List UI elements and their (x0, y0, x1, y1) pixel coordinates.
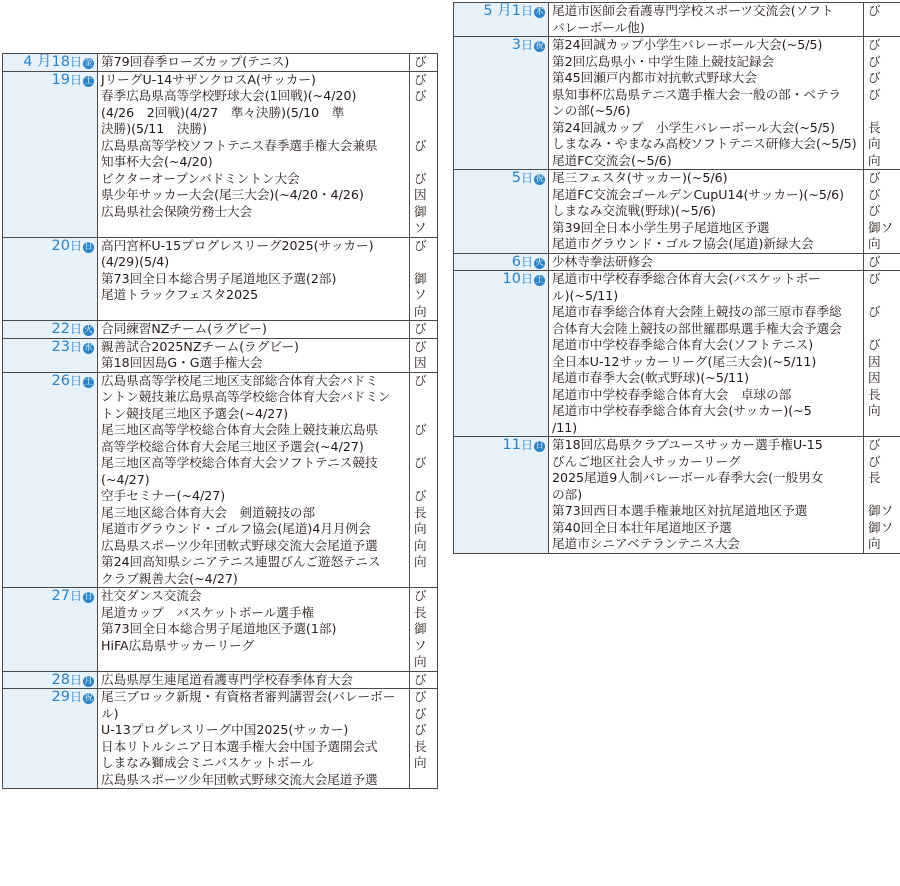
event-line: 第2回広島県小・中学生陸上競技記録会 (552, 53, 775, 69)
venue-line: び (868, 304, 881, 319)
event-line: (4/29)(5/4) (101, 254, 170, 269)
schedule-row (454, 437, 900, 554)
day-number: 28 (51, 671, 70, 688)
event-line: 空手セミナー(~4/27) (101, 488, 226, 503)
venue-line: び (414, 321, 427, 336)
venue-line: び (868, 186, 881, 202)
venues-cell (864, 37, 900, 170)
event-line: の部) (552, 486, 583, 502)
event-line: 尾道市中学校春季総合体育大会 卓球の部 (552, 386, 792, 402)
event-line: 親善試合2025NZチーム(ラグビー) (101, 338, 299, 354)
month-label: 4 月 (23, 54, 52, 70)
weekday-badge: 日 (84, 592, 93, 602)
event-line: 春季広島県高等学校野球大会(1回戦)(~4/20) (101, 88, 357, 103)
venue-line: び (868, 337, 881, 352)
event-line: 尾道市中学校春季総合体育大会(ソフトテニス) (552, 337, 814, 352)
day-number: 29 (51, 689, 70, 705)
venue-line: び (414, 88, 427, 103)
venue-line: 長 (868, 386, 881, 402)
date-cell (3, 588, 98, 672)
venues-cell (864, 170, 900, 254)
venues-cell (410, 671, 438, 689)
weekday-badge: 祝 (535, 174, 544, 184)
event-line: /11) (552, 419, 578, 435)
venue-line: 因 (868, 353, 881, 369)
venue-line (868, 420, 900, 437)
venue-line (414, 472, 437, 489)
date-cell (3, 237, 98, 321)
day-number: 26 (51, 372, 70, 389)
day-suffix: 日 (69, 339, 82, 354)
weekday-badge: 火 (535, 257, 544, 268)
event-line: 尾三地区高等学校総合体育大会陸上競技兼広島県 (101, 422, 379, 437)
venue-line: び (414, 671, 427, 687)
schedule-row (3, 671, 438, 689)
day-suffix: 日 (69, 322, 82, 336)
venue-line: 御ソ (868, 519, 894, 535)
venues-cell (410, 237, 438, 321)
date-cell (3, 338, 98, 372)
venue-line (414, 406, 437, 423)
day-number: 3 (511, 37, 521, 53)
events-cell (98, 54, 410, 72)
venue-line: 因 (868, 370, 881, 385)
day-suffix: 日 (520, 171, 533, 185)
venue-line: び (414, 488, 427, 503)
schedule-row (3, 71, 438, 237)
event-line: 尾三地区総合体育大会 剣道競技の部 (101, 504, 316, 520)
day-number: 22 (51, 321, 70, 337)
venue-line (868, 20, 900, 37)
right-schedule-table (453, 2, 900, 554)
venue-line: び (414, 137, 427, 153)
venue-line: び (414, 54, 427, 69)
event-line: しまなみ獅成会ミニバスケットボール (101, 755, 315, 770)
venue-line: 向 (868, 536, 881, 551)
event-line: 尾道トラックフェスタ2025 (101, 287, 259, 302)
event-line: 広島県高等学校尾三地区支部総合体育大会バドミ (101, 372, 378, 388)
event-line: U-13プログレスリーグ中国2025(サッカー) (101, 722, 349, 737)
event-line: 県知事杯広島県テニス選手権大会一般の部・ベテラ (552, 86, 842, 102)
event-line: 2025尾道9人制バレーボール春季大会(一般男女 (552, 470, 824, 485)
day-number: 11 (502, 437, 521, 453)
day-suffix: 日 (69, 690, 82, 704)
date-cell (454, 271, 549, 437)
venue-line (414, 121, 437, 138)
date-cell (3, 689, 98, 789)
venue-line: び (868, 70, 881, 85)
venues-cell (864, 271, 900, 437)
venue-line: び (414, 372, 427, 388)
venue-line (414, 439, 437, 456)
venue-line: 向 (414, 521, 427, 536)
date-cell (3, 671, 98, 689)
schedule-row (3, 588, 438, 672)
venues-cell (410, 338, 438, 372)
date-cell (454, 37, 549, 170)
event-line: 合体育大会陸上競技の部世羅郡県選手権大会予選会 (552, 320, 842, 336)
event-line: 第40回全日本壮年尾道地区予選 (552, 519, 732, 535)
weekday-badge: 金 (84, 58, 93, 68)
event-line: 広島県高等学校ソフトテニス春季選手権大会兼県 (101, 137, 378, 153)
event-line: クラブ親善大会(~4/27) (101, 570, 238, 586)
day-number: 5 (511, 170, 521, 186)
venue-line: び (414, 170, 427, 186)
venue-line: 向 (868, 403, 881, 418)
venues-cell (864, 3, 900, 37)
schedule-row (454, 170, 900, 254)
date-cell (454, 170, 549, 254)
event-line: ントン競技兼広島県高等学校総合体育大会バドミン (101, 389, 391, 404)
venue-line: び (868, 86, 881, 102)
day-suffix: 日 (69, 672, 82, 687)
venue-line: 向 (414, 755, 427, 770)
venue-line: 向 (414, 654, 427, 669)
venue-line (868, 103, 900, 120)
day-number: 6 (511, 253, 521, 270)
events-cell (549, 170, 864, 254)
events-cell (549, 437, 864, 554)
events-cell (549, 3, 864, 37)
event-line: (~4/27) (101, 471, 150, 487)
month-label: 5 月 (483, 3, 512, 19)
event-line: 広島県スポーツ少年団軟式野球交流大会尾道予選 (101, 537, 378, 553)
venue-line: 御ソ (414, 270, 427, 302)
venue-line: び (868, 3, 881, 18)
venue-line: び (868, 253, 881, 269)
schedule-row (3, 689, 438, 789)
venue-line: 御ソ (414, 203, 427, 235)
weekday-badge: 土 (84, 75, 93, 86)
venue-line: 向 (868, 236, 881, 251)
venue-line: 因 (414, 187, 427, 202)
day-number: 23 (51, 338, 70, 355)
day-suffix: 日 (520, 4, 533, 18)
date-cell (454, 3, 549, 37)
venue-line (414, 254, 437, 271)
event-line: 県少年サッカー大会(尾三大会)(~4/20・4/26) (101, 187, 364, 202)
venues-cell (410, 54, 438, 72)
venue-line: 向 (868, 152, 881, 168)
schedule-row (454, 253, 900, 271)
venue-line (414, 105, 437, 122)
venue-line: び (414, 338, 427, 354)
venues-cell (410, 588, 438, 672)
event-line: 尾道市中学校春季総合体育大会(バスケットボー (552, 271, 821, 286)
venues-cell (410, 372, 438, 588)
event-line: しまなみ交流戦(野球)(~5/6) (552, 203, 716, 218)
date-cell (3, 321, 98, 339)
venue-line: び (868, 37, 881, 52)
schedule-row (454, 271, 900, 437)
venue-line: び (868, 271, 881, 286)
weekday-badge: 木 (535, 7, 544, 17)
day-suffix: 日 (69, 238, 82, 253)
day-number: 1 (511, 3, 521, 19)
venue-line: 向 (414, 554, 427, 569)
day-suffix: 日 (520, 438, 533, 452)
event-line: 全日本U-12サッカーリーグ(尾三大会)(~5/11) (552, 353, 817, 369)
venue-line: び (414, 722, 427, 737)
event-line: 尾三ブロック新規・有資格者審判講習会(バレーボール) (101, 689, 396, 721)
event-line: 尾道FC交流会ゴールデンCupU14(サッカー)(~5/6) (552, 186, 845, 202)
schedule-row (3, 338, 438, 372)
venue-line: 向 (868, 136, 881, 151)
event-line: 尾道市医師会看護専門学校スポーツ交流会(ソフト (552, 3, 834, 18)
event-line: びんご地区社会人サッカーリーグ (552, 453, 741, 469)
venue-line: び (414, 455, 427, 470)
weekday-badge: 水 (84, 342, 93, 353)
event-line: JリーグU-14サザンクロスA(サッカー) (101, 71, 316, 87)
venues-cell (410, 71, 438, 237)
event-line: 高等学校総合体育大会尾三地区予選会(~4/27) (101, 438, 364, 454)
weekday-badge: 月 (84, 675, 93, 686)
event-line: 尾道市シニアベテランテニス大会 (552, 536, 740, 551)
schedule-row (454, 3, 900, 37)
events-cell (98, 588, 410, 672)
event-line: 日本リトルシニア日本選手権大会中国予選開会式 (101, 738, 378, 754)
event-line: (4/26 2回戦)(4/27 準々決勝)(5/10 準 (101, 104, 345, 120)
day-suffix: 日 (69, 55, 82, 69)
venue-line: 長 (868, 470, 881, 485)
event-line: 高円宮杯U-15プログレスリーグ2025(サッカー) (101, 237, 374, 253)
event-line: 第24回誠カップ小学生バレーボール大会(~5/5) (552, 37, 823, 52)
event-line: 尾道FC交流会(~5/6) (552, 152, 672, 168)
event-line: しまなみ・やまなみ高校ソフトテニス研修大会(~5/5) (552, 136, 857, 151)
weekday-badge: 祝 (535, 41, 544, 51)
event-line: 知事杯大会(~4/20) (101, 154, 213, 169)
event-line: 第18回広島県クラブユースサッカー選手権U-15 (552, 437, 823, 452)
venue-line: 向 (414, 537, 427, 553)
event-line: 尾道市中学校春季総合体育大会(サッカー)(~5 (552, 403, 812, 418)
events-cell (98, 372, 410, 588)
date-cell (3, 372, 98, 588)
day-suffix: 日 (520, 38, 533, 52)
venue-line: び (868, 453, 881, 469)
venue-line: び (868, 437, 881, 452)
events-cell (549, 37, 864, 170)
venue-line: び (414, 71, 427, 87)
date-cell (454, 253, 549, 271)
event-line: ビクターオープンバドミントン大会 (101, 170, 300, 186)
schedule-row (454, 37, 900, 170)
weekday-badge: 火 (84, 325, 93, 335)
event-line: 第73回西日本選手権兼地区対抗尾道地区予選 (552, 503, 808, 518)
venue-line: 御ソ (868, 503, 894, 518)
event-line: 社交ダンス交流会 (101, 588, 202, 603)
venues-cell (410, 689, 438, 789)
events-cell (549, 271, 864, 437)
venue-line: び (868, 203, 881, 218)
venues-cell (864, 437, 900, 554)
event-line: 第24回誠カップ 小学生バレーボール大会(~5/5) (552, 119, 835, 135)
events-cell (98, 689, 410, 789)
event-line: 第73回全日本総合男子尾道地区予選(1部) (101, 621, 337, 636)
events-cell (98, 338, 410, 372)
venue-line: び (414, 689, 427, 704)
events-cell (98, 71, 410, 237)
event-line: 合同練習NZチーム(ラグビー) (101, 321, 267, 336)
event-line: 尾三フェスタ(サッカー)(~5/6) (552, 170, 728, 185)
venue-line (868, 321, 900, 338)
day-number: 20 (51, 237, 70, 254)
event-line: 第24回高知県シニアテニス連盟びんご遊怒テニス (101, 554, 381, 569)
event-line: 尾道市春季大会(軟式野球)(~5/11) (552, 370, 750, 385)
venue-line: 御ソ (868, 219, 894, 235)
events-cell (98, 321, 410, 339)
event-line: 第18回因島G・G選手権大会 (101, 355, 263, 370)
event-line: 決勝)(5/11 決勝) (101, 121, 207, 136)
venue-line: び (414, 422, 427, 437)
event-line: 第45回瀬戸内都市対抗軟式野球大会 (552, 70, 757, 85)
left-schedule-table (2, 53, 438, 789)
schedule-row (3, 321, 438, 339)
day-suffix: 日 (520, 272, 533, 286)
events-cell (549, 253, 864, 271)
weekday-badge: 日 (84, 241, 93, 252)
event-line: HiFA広島県サッカーリーグ (101, 637, 255, 653)
weekday-badge: 祝 (84, 693, 93, 703)
venues-cell (410, 321, 438, 339)
day-suffix: 日 (69, 72, 82, 87)
venue-line (414, 389, 437, 406)
event-line: 第79回春季ローズカップ(テニス) (101, 54, 290, 69)
event-line: 少林寺拳法研修会 (552, 253, 653, 269)
venue-line: び (868, 170, 881, 185)
venue-line: 御ソ (414, 621, 427, 653)
day-suffix: 日 (520, 254, 533, 269)
venue-line: 向 (414, 303, 427, 319)
venue-line: 長 (868, 119, 881, 135)
venue-line: び (414, 705, 427, 721)
event-line: 尾道市グラウンド・ゴルフ協会(尾道)4月月例会 (101, 521, 371, 536)
events-cell (98, 671, 410, 689)
day-number: 19 (51, 71, 70, 88)
event-line: 尾道市グラウンド・ゴルフ協会(尾道)新緑大会 (552, 236, 814, 251)
venues-cell (864, 253, 900, 271)
venue-line: 長 (414, 604, 427, 620)
day-suffix: 日 (69, 589, 82, 603)
schedule-row (3, 54, 438, 72)
venue-line: び (414, 588, 427, 603)
date-cell (3, 54, 98, 72)
day-number: 18 (51, 54, 70, 70)
venue-line: び (868, 53, 881, 69)
venue-line: び (414, 237, 427, 253)
day-suffix: 日 (69, 373, 82, 388)
event-line: 第39回全日本小学生男子尾道地区予選 (552, 219, 770, 235)
event-line: 尾道市春季総合体育大会陸上競技の部三原市春季総 (552, 304, 842, 319)
weekday-badge: 土 (84, 376, 93, 387)
venue-line (414, 571, 437, 588)
event-line: トン競技尾三地区予選会(~4/27) (101, 405, 289, 421)
venue-line (868, 288, 900, 305)
venue-line (868, 487, 900, 504)
schedule-row (3, 372, 438, 588)
event-line: ル)(~5/11) (552, 287, 619, 303)
date-cell (3, 71, 98, 237)
day-number: 27 (51, 588, 70, 604)
event-line: 広島県厚生連尾道看護専門学校春季体育大会 (101, 671, 353, 687)
event-line: 尾道カップ バスケットボール選手権 (101, 604, 315, 620)
event-line: ンの部(~5/6) (552, 103, 631, 118)
venue-line: 長 (414, 738, 427, 754)
events-cell (98, 237, 410, 321)
venue-line: 長 (414, 504, 427, 520)
weekday-badge: 土 (535, 275, 544, 285)
event-line: 第73回全日本総合男子尾道地区予選(2部) (101, 270, 337, 286)
event-line: 尾三地区高等学校総合体育大会ソフトテニス競技 (101, 455, 378, 470)
date-cell (454, 437, 549, 554)
event-line: バレーボール他) (552, 19, 645, 35)
venue-line (414, 154, 437, 171)
event-line: 広島県社会保険労務士大会 (101, 203, 253, 219)
schedule-row (3, 237, 438, 321)
day-number: 10 (502, 271, 521, 287)
event-line: 広島県スポーツ少年団軟式野球交流大会尾道予選 (101, 771, 378, 787)
venue-line: 因 (414, 355, 427, 370)
weekday-badge: 日 (535, 441, 544, 451)
